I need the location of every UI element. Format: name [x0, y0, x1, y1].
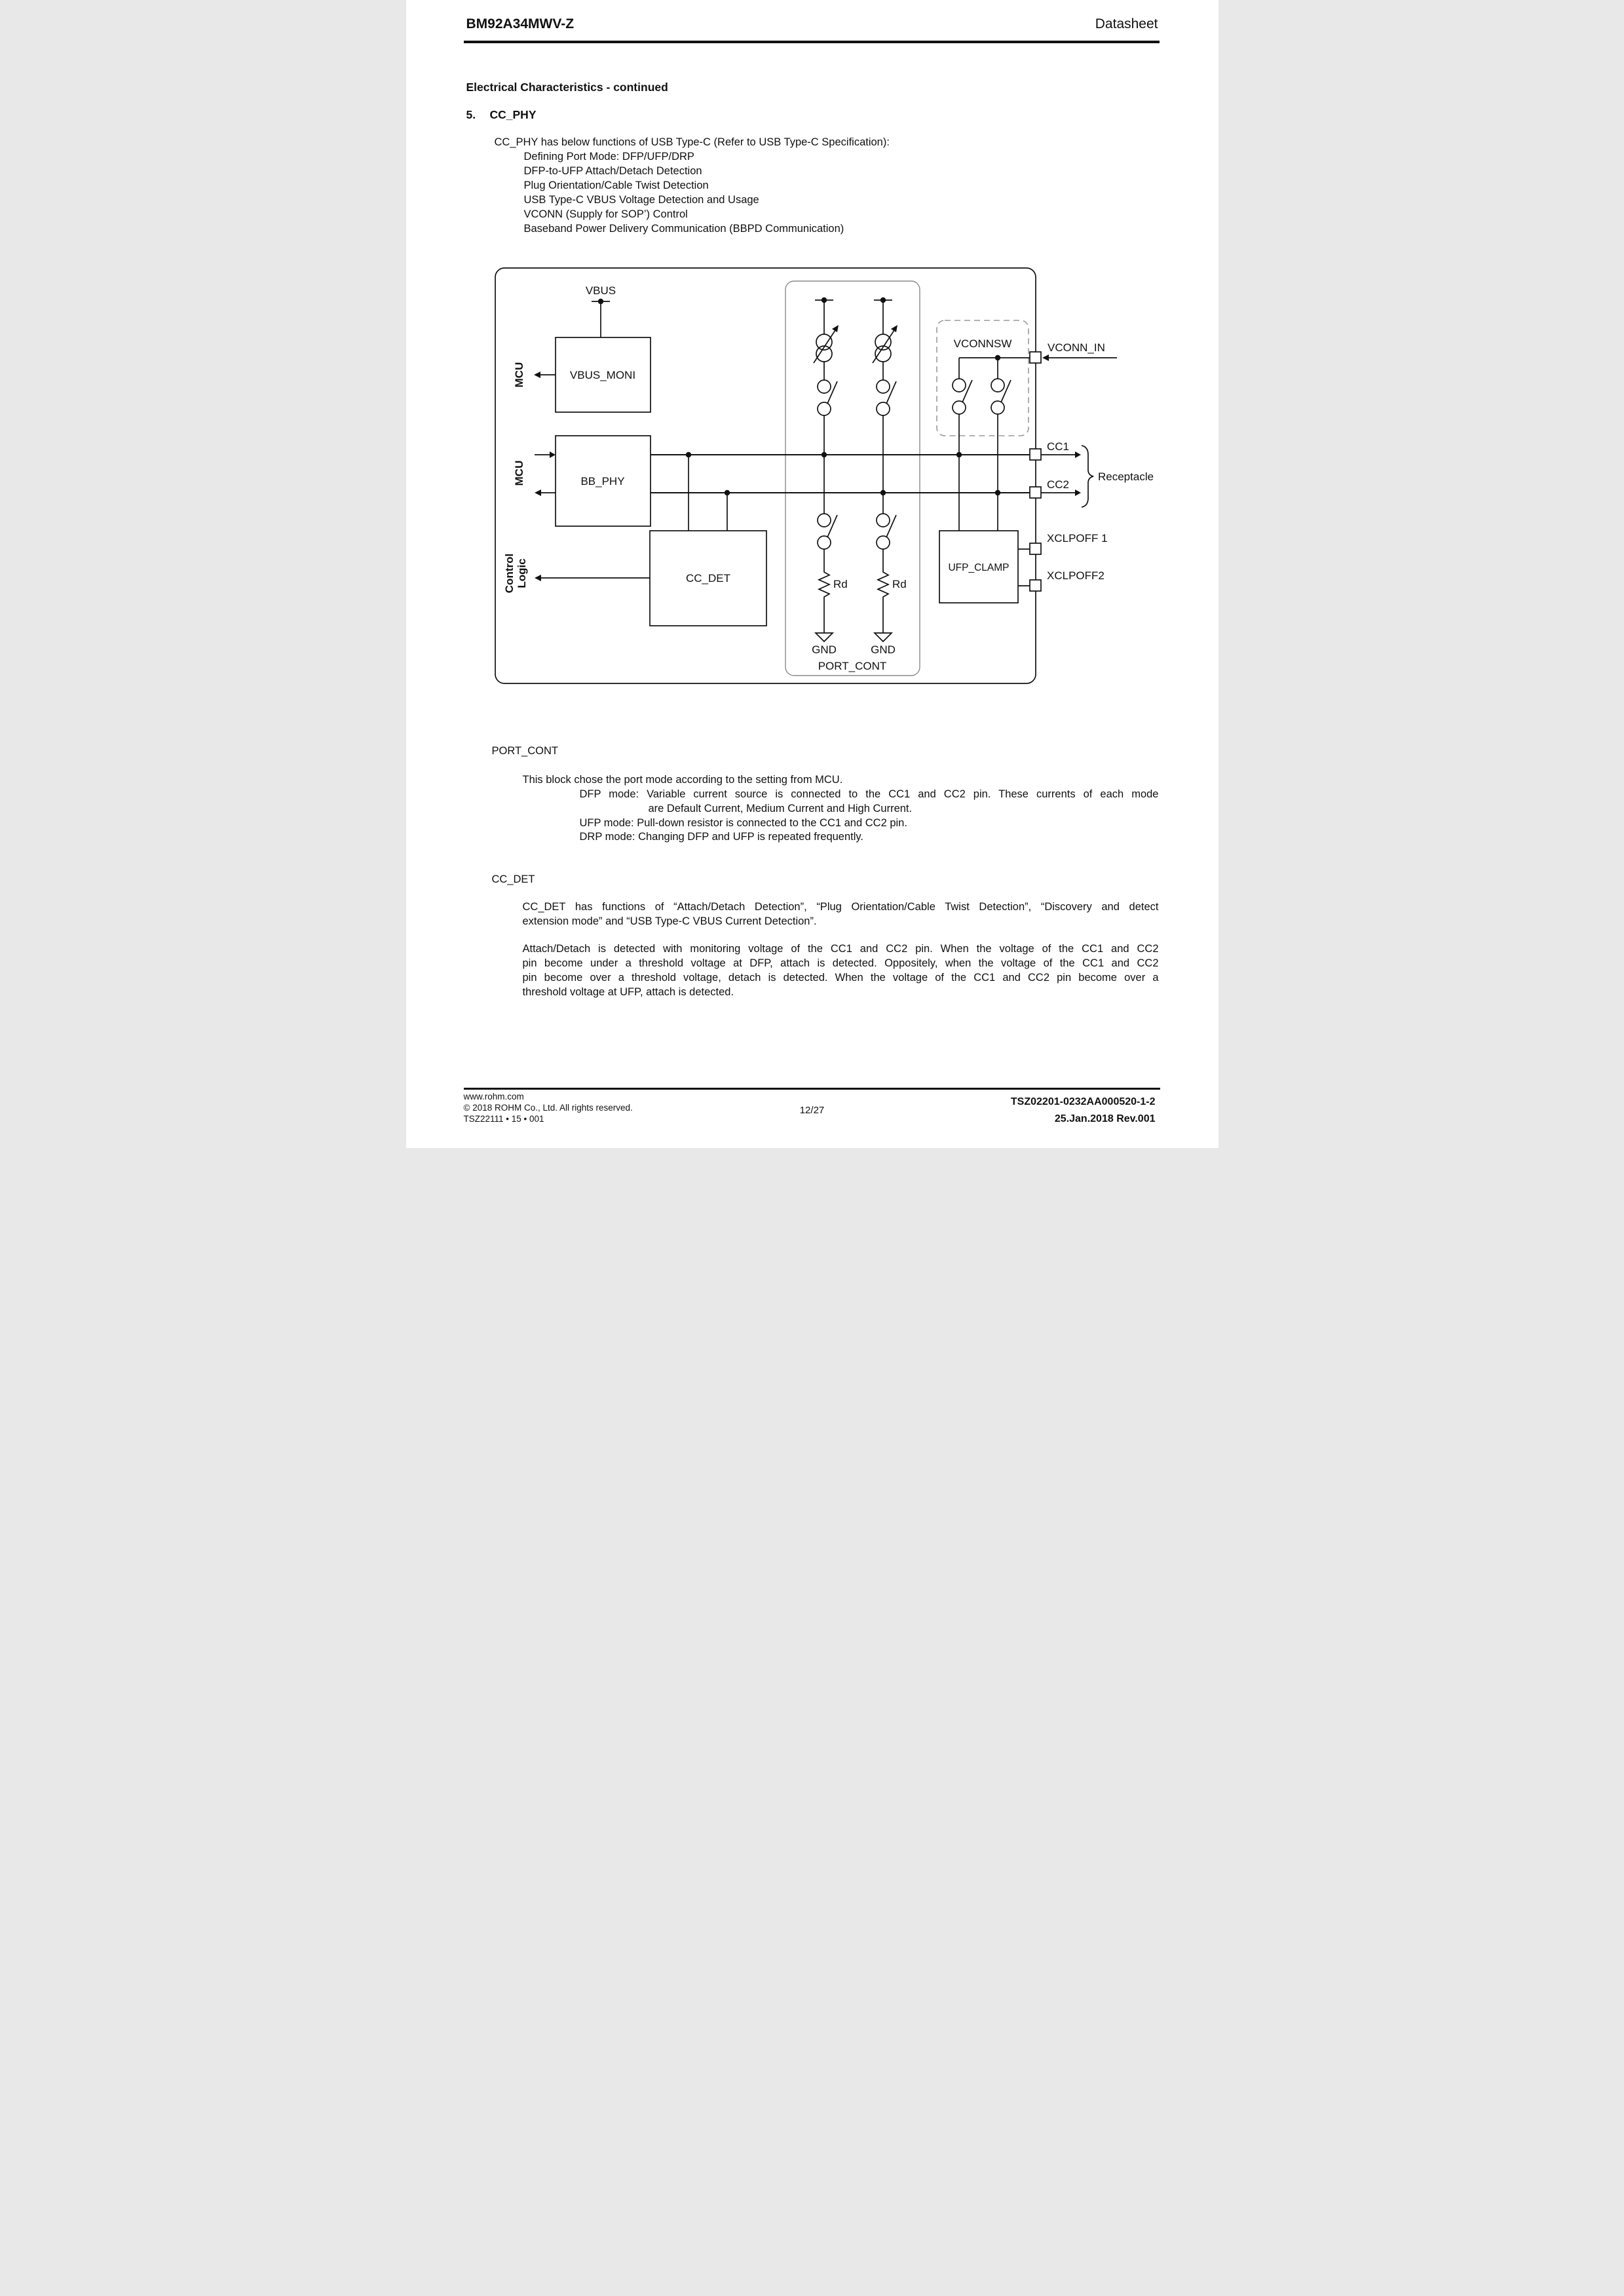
part-number: BM92A34MWV-Z	[466, 16, 575, 31]
xclpoff2-label: XCLPOFF2	[1046, 569, 1105, 582]
receptacle-label: Receptacle	[1097, 470, 1154, 483]
switch-icon	[877, 536, 890, 549]
rd-resistor-icon	[819, 549, 829, 633]
section-number: 5.	[466, 108, 476, 121]
junction-dot	[821, 297, 826, 303]
vconn-in-label: VCONN_IN	[1047, 341, 1105, 354]
port-cont-line: DRP mode: Changing DFP and UFP is repeated frequently.	[579, 831, 864, 843]
switch-icon	[953, 379, 966, 392]
cc-det-para2-line: Attach/Detach is detected with monitoring voltage of the CC1 and CC2 pin. When the voltage of the CC1 and CC2	[522, 943, 1159, 955]
right-arrowhead	[1075, 489, 1081, 496]
function-item: Defining Port Mode: DFP/UFP/DRP	[523, 151, 694, 163]
function-item: Baseband Power Delivery Communication (BBPD Communication)	[523, 223, 844, 235]
gnd-icon	[816, 633, 833, 641]
switch-icon	[877, 380, 890, 393]
xclpoff1-label: XCLPOFF 1	[1046, 532, 1108, 545]
xclpoff1-pad	[1030, 543, 1041, 554]
vconnsw-switches	[953, 358, 1030, 531]
cc2-pad	[1030, 487, 1041, 498]
section-title: CC_PHY	[489, 108, 537, 121]
right-arrowhead	[1075, 451, 1081, 458]
cc-det-para2-line: pin become under a threshold voltage at DFP, attach is detected. Oppositely, when the voltage of the CC1 and CC2	[522, 957, 1159, 969]
switch-icon	[991, 379, 1004, 392]
junction-dot	[880, 297, 885, 303]
vbus-moni-label: VBUS_MONI	[569, 369, 635, 381]
port-cont-label: PORT_CONT	[818, 660, 886, 672]
rd-resistor-icon	[878, 549, 888, 633]
switch-icon	[818, 402, 831, 415]
ufp-clamp-label: UFP_CLAMP	[947, 562, 1010, 573]
mcu-label-2: MCU	[512, 460, 525, 486]
mcu-label-1: MCU	[512, 362, 525, 388]
cc-det-heading: CC_DET	[491, 873, 535, 885]
function-item: VCONN (Supply for SOP’) Control	[523, 208, 688, 220]
switch-icon	[818, 380, 831, 393]
right-arrowhead	[550, 451, 556, 458]
port-cont-heading: PORT_CONT	[491, 745, 558, 757]
port-cont-line: UFP mode: Pull-down resistor is connected to the CC1 and CC2 pin.	[579, 817, 907, 829]
footer-url: www.rohm.com	[463, 1092, 524, 1101]
gnd-label: GND	[811, 643, 837, 656]
bb-phy-label: BB_PHY	[580, 475, 625, 488]
cc-det-para2-line: pin become over a threshold voltage, detach is detected. When the voltage of the CC1 and CC2 pin become over a	[522, 972, 1159, 984]
cc-rails	[651, 455, 1030, 493]
port-cont-line: DFP mode: Variable current source is connected to the CC1 and CC2 pin. These currents of each mode	[579, 788, 1159, 800]
cc-det-para1-line: CC_DET has functions of “Attach/Detach Detection”, “Plug Orientation/Cable Twist Detection”, “Discovery and detect	[522, 901, 1159, 913]
port-cont-line: This block chose the port mode according to the setting from MCU.	[522, 774, 843, 786]
xclpoff2-pad	[1030, 580, 1041, 591]
left-arrowhead	[1042, 354, 1049, 361]
control-logic-label: Logic	[515, 558, 528, 588]
page-number: 12/27	[799, 1105, 825, 1116]
current-source-icon	[816, 346, 832, 362]
rd-label: Rd	[892, 578, 907, 590]
intro-line: CC_PHY has below functions of USB Type-C (Refer to USB Type-C Specification):	[494, 136, 890, 148]
footer-doc-number: TSZ02201-0232AA000520-1-2	[1010, 1096, 1156, 1107]
vconn-in-pad	[1030, 352, 1041, 363]
datasheet-page	[406, 0, 1218, 1148]
function-item: DFP-to-UFP Attach/Detach Detection	[523, 165, 702, 177]
left-arrowhead	[535, 489, 541, 496]
function-item: USB Type-C VBUS Voltage Detection and Usage	[523, 194, 759, 206]
switch-icon	[877, 514, 890, 527]
switch-icon	[953, 401, 966, 414]
rd-label: Rd	[833, 578, 848, 590]
vconnsw-label: VCONNSW	[953, 337, 1011, 350]
receptacle-brace-icon	[1082, 446, 1093, 507]
footer-code: TSZ22111 • 15 • 001	[463, 1114, 544, 1124]
gnd-label: GND	[870, 643, 896, 656]
cc2-label: CC2	[1046, 478, 1069, 491]
footer-copyright: © 2018 ROHM Co., Ltd. All rights reserved.	[463, 1103, 633, 1113]
vbus-label: VBUS	[585, 284, 616, 297]
switch-icon	[991, 401, 1004, 414]
control-logic-label: Control	[502, 553, 516, 594]
cc-det-para1-line: extension mode” and “USB Type-C VBUS Current Detection”.	[522, 915, 817, 927]
section-heading: Electrical Characteristics - continued	[466, 81, 668, 94]
port-cont-line: are Default Current, Medium Current and High Current.	[648, 803, 913, 814]
cc1-pad	[1030, 449, 1041, 460]
cc-det-para2-line: threshold voltage at UFP, attach is detected.	[522, 986, 734, 998]
cc1-label: CC1	[1046, 440, 1069, 453]
vbus-tap	[592, 301, 610, 337]
switch-icon	[818, 536, 831, 549]
switch-icon	[877, 402, 890, 415]
gnd-icon	[875, 633, 892, 641]
vbus-junction-dot	[597, 299, 603, 304]
doc-type-label: Datasheet	[1095, 16, 1158, 31]
left-arrowhead	[534, 372, 540, 378]
cc-det-label: CC_DET	[685, 572, 730, 584]
current-source-icon	[875, 346, 891, 362]
switch-icon	[818, 514, 831, 527]
xclpoff-stubs	[1018, 549, 1030, 586]
footer-revision: 25.Jan.2018 Rev.001	[1054, 1113, 1156, 1124]
junction-dot	[994, 355, 1000, 360]
port-cont-box	[785, 281, 920, 676]
function-item: Plug Orientation/Cable Twist Detection	[523, 180, 709, 191]
rail-junction-dots	[685, 452, 1000, 495]
left-arrowhead	[535, 575, 541, 581]
footer-rule	[464, 1088, 1160, 1090]
